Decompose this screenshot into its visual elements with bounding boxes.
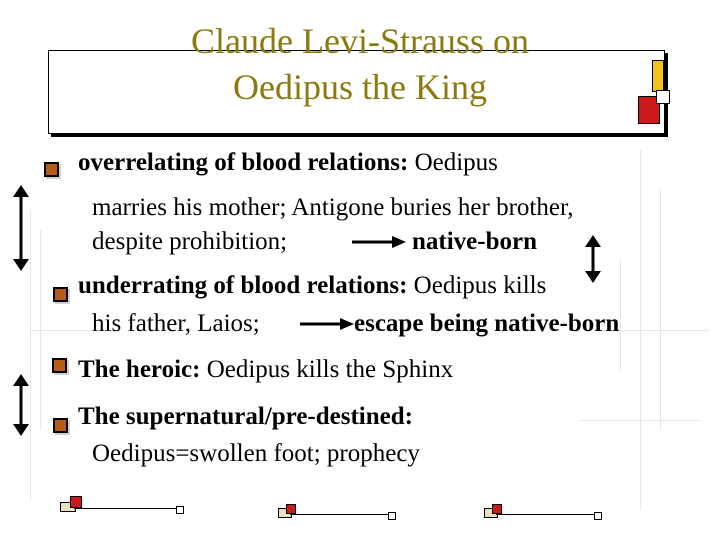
background-line: [620, 260, 621, 370]
double-arrow-icon: [10, 374, 32, 436]
title-line-2: Oedipus the King: [233, 67, 487, 107]
bullet-1-text: marries his mother; Antigone buries her brother,: [92, 194, 574, 221]
bullet-4-heading: The supernatural/pre-destined:: [78, 403, 413, 430]
bullet-4-text: Oedipus=swollen foot; prophecy: [92, 440, 420, 467]
bullet-2-line-1: [78, 271, 546, 301]
title-line-1: Claude Levi-Strauss on: [191, 21, 529, 61]
bullet-marker: [53, 287, 68, 302]
bullet-3-line-1: [78, 355, 453, 385]
bullet-2-text: Oedipus kills: [407, 272, 547, 299]
white-accent-square: [656, 90, 670, 104]
bullet-marker: [52, 358, 67, 373]
native-born-label: native-born: [412, 228, 537, 255]
right-arrow-icon: [300, 316, 354, 332]
bullet-3-heading: The heroic:: [78, 356, 201, 383]
bullet-marker: [53, 418, 68, 433]
bullet-4-line-2: [92, 439, 420, 469]
bullet-1-heading: overrelating of blood relations:: [78, 149, 409, 176]
escape-native-born-label: escape being native-born: [354, 310, 620, 337]
bullet-1-text: Oedipus: [408, 149, 498, 176]
background-line: [580, 420, 700, 421]
double-arrow-icon: [10, 185, 32, 271]
bullet-4-line-1: [78, 402, 413, 432]
bullet-1-line-2: [92, 193, 574, 223]
bullet-1-line-3: [92, 227, 287, 257]
right-arrow-icon: [352, 234, 406, 250]
bullet-1-text: despite prohibition;: [92, 228, 288, 255]
double-arrow-icon: [582, 235, 604, 283]
slide-title: [100, 18, 620, 110]
bullet-2-text: his father, Laios;: [92, 310, 260, 337]
bullet-marker: [44, 162, 59, 177]
yellow-accent-bar: [652, 60, 664, 92]
bullet-3-text: Oedipus kills the Sphinx: [200, 356, 454, 383]
bullet-2-heading: underrating of blood relations:: [78, 272, 408, 299]
bullet-2-line-2: [92, 309, 260, 339]
background-line: [660, 190, 661, 430]
bullet-1-line-1: [78, 148, 498, 178]
